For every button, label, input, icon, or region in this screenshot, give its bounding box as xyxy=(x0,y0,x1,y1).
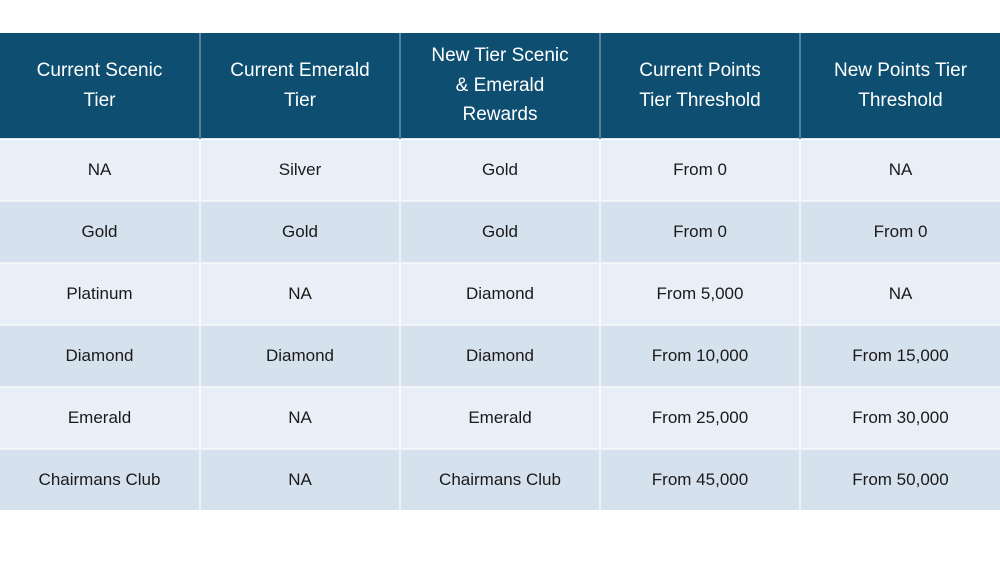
table-cell: Diamond xyxy=(200,325,400,387)
table-row xyxy=(0,139,1000,201)
table-row xyxy=(0,387,1000,449)
table-cell: Emerald xyxy=(0,387,200,449)
table-cell: From 50,000 xyxy=(800,449,1000,510)
table-cell: Silver xyxy=(200,139,400,201)
table-cell: Gold xyxy=(400,201,600,263)
table-body xyxy=(0,139,1000,510)
table-cell: Diamond xyxy=(400,263,600,325)
table-row xyxy=(0,263,1000,325)
table-cell: From 0 xyxy=(600,201,800,263)
column-header: Current Scenic Tier xyxy=(0,33,200,139)
table-cell: Gold xyxy=(0,201,200,263)
table-cell: From 0 xyxy=(800,201,1000,263)
table-cell: Emerald xyxy=(400,387,600,449)
table-cell: NA xyxy=(200,449,400,510)
table-cell: NA xyxy=(800,139,1000,201)
table-cell: Platinum xyxy=(0,263,200,325)
table-cell: NA xyxy=(200,263,400,325)
table-cell: Gold xyxy=(400,139,600,201)
table-cell: Chairmans Club xyxy=(400,449,600,510)
column-header: Current Emerald Tier xyxy=(200,33,400,139)
column-header: New Tier Scenic & Emerald Rewards xyxy=(400,33,600,139)
table-cell: From 45,000 xyxy=(600,449,800,510)
table-cell: From 25,000 xyxy=(600,387,800,449)
table-header xyxy=(0,33,1000,139)
column-header: Current Points Tier Threshold xyxy=(600,33,800,139)
table-cell: Diamond xyxy=(0,325,200,387)
table-cell: NA xyxy=(0,139,200,201)
table-row xyxy=(0,449,1000,510)
table-cell: NA xyxy=(200,387,400,449)
table-cell: Chairmans Club xyxy=(0,449,200,510)
table-cell: From 5,000 xyxy=(600,263,800,325)
table-cell: From 15,000 xyxy=(800,325,1000,387)
table-cell: From 0 xyxy=(600,139,800,201)
header-row xyxy=(0,33,1000,139)
table-cell: Diamond xyxy=(400,325,600,387)
table-row xyxy=(0,325,1000,387)
table-cell: From 30,000 xyxy=(800,387,1000,449)
table-cell: From 10,000 xyxy=(600,325,800,387)
tier-comparison-table xyxy=(0,33,1000,510)
table-row xyxy=(0,201,1000,263)
table-cell: Gold xyxy=(200,201,400,263)
column-header: New Points Tier Threshold xyxy=(800,33,1000,139)
table-cell: NA xyxy=(800,263,1000,325)
